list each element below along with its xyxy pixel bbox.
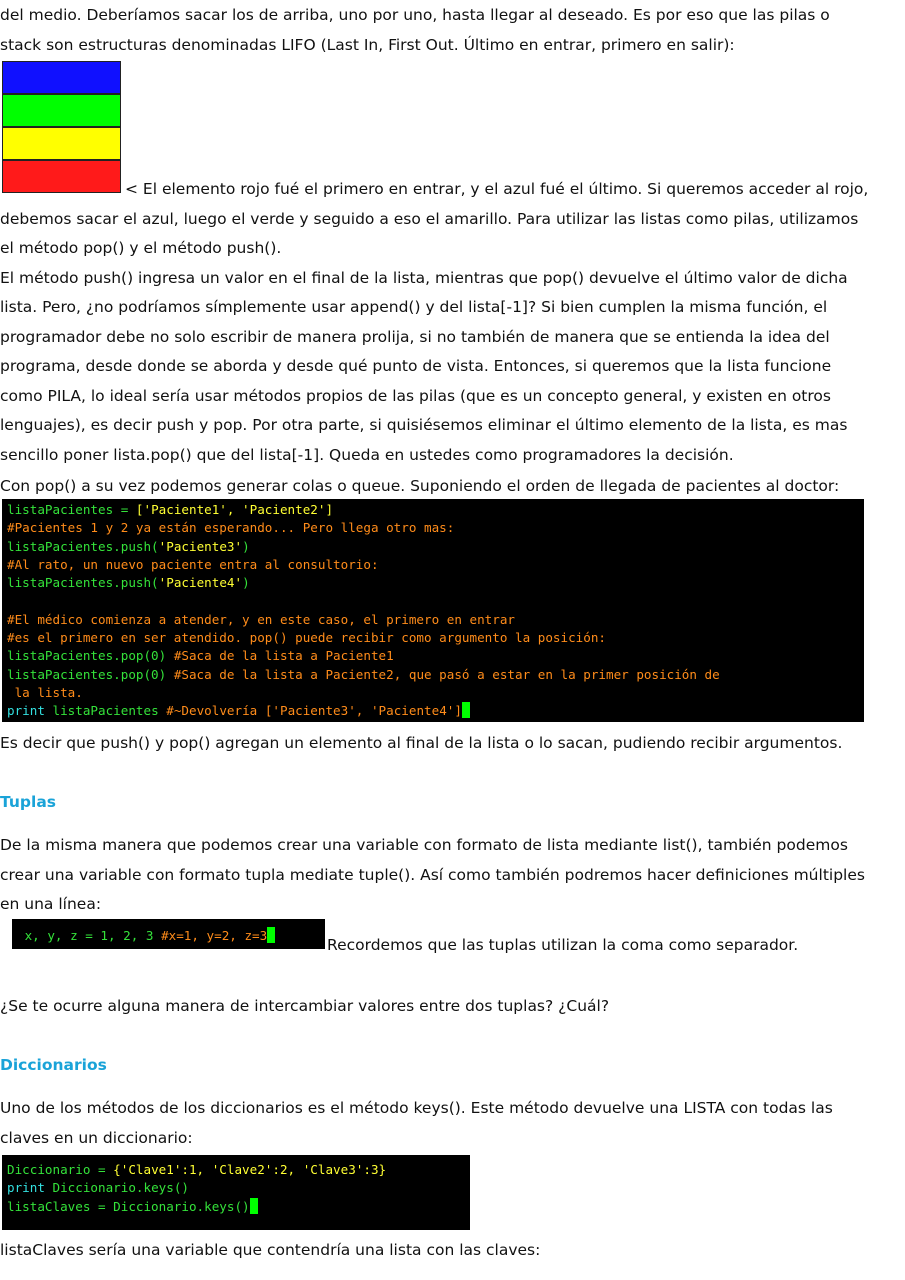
para2-line-5: como PILA, lo ideal sería usar métodos propios de las pilas (que es un concepto general, y existen en otros (0, 387, 831, 405)
stack-block-blue (2, 61, 121, 94)
code-comment: #El médico comienza a atender, y en este caso, el primero en entrar (7, 611, 515, 627)
code-token: {'Clave1':1, 'Clave2':2, 'Clave3':3} (113, 1162, 387, 1177)
code-token: listaPacientes.pop(0) (7, 666, 174, 682)
code-comment: #Pacientes 1 y 2 ya están esperando... Pero llega otro mas: (7, 520, 455, 536)
para2-line-7: sencillo poner lista.pop() que del lista[-1]. Queda en ustedes como programadores la decisión. (0, 446, 734, 464)
para1-line-2: el método pop() y el método push(). (0, 239, 282, 257)
terminal-cursor (462, 702, 470, 718)
para2-line-6: lenguajes), es decir push y pop. Por otra parte, si quisiésemos eliminar el último elemento de la lista, es mas (0, 416, 848, 434)
code-token: listaClaves = Diccionario.keys() (7, 1198, 250, 1214)
tuplas-question: ¿Se te ocurre alguna manera de intercambiar valores entre dos tuplas? ¿Cuál? (0, 997, 610, 1015)
intro-line-2: stack son estructuras denominadas LIFO (Last In, First Out. Último en entrar, primero en salir): (0, 36, 735, 54)
para2-line-2: lista. Pero, ¿no podríamos símplemente usar append() y del lista[-1]? Si bien cumplen la misma función, el (0, 298, 828, 316)
code-keyword: print (7, 1180, 45, 1196)
code-comment: #x=1, y=2, z=3 (161, 928, 268, 943)
para4: Es decir que push() y pop() agregan un elemento al final de la lista o lo sacan, pudiendo recibir argumentos. (0, 734, 843, 752)
code-token: listaPacientes (44, 703, 167, 719)
code-token: ['Paciente1', 'Paciente2'] (135, 502, 334, 517)
code-comment: #Saca de la lista a Paciente1 (173, 648, 394, 664)
dicc-after: listaClaves sería una variable que contendría una lista con las claves: (0, 1241, 541, 1259)
code-comment: la lista. (7, 684, 83, 700)
tuplas-line-1: De la misma manera que podemos crear una variable con formato de lista mediante list(), también podemos (0, 836, 848, 854)
code-token: 'Paciente3' (158, 538, 243, 554)
code-comment: #Al rato, un nuevo paciente entra al consultorio: (7, 556, 379, 572)
code-block-dict (2, 1155, 470, 1230)
para3: Con pop() a su vez podemos generar colas o queue. Suponiendo el orden de llegada de pacientes al doctor: (0, 477, 840, 495)
code-token: x, y, z = 1, 2, 3 (17, 928, 162, 943)
para2-line-1: El método push() ingresa un valor en el final de la lista, mientras que pop() devuelve el último valor de dicha (0, 269, 848, 287)
code-token: ) (242, 575, 250, 591)
heading-tuplas: Tuplas (0, 793, 56, 811)
code-block-tuple (12, 919, 325, 949)
code-token: listaPacientes = (7, 502, 136, 517)
tuplas-line-2: crear una variable con formato tupla mediate tuple(). Así como también podremos hacer definiciones múltiples (0, 866, 865, 884)
code-token: listaPacientes.push( (7, 538, 159, 554)
intro-line-1: del medio. Deberíamos sacar los de arriba, uno por uno, hasta llegar al deseado. Es por eso que las pilas o (0, 6, 830, 24)
code-token: Diccionario = (7, 1162, 114, 1177)
stack-block-yellow (2, 127, 121, 160)
code-comment: #~Devolvería ['Paciente3', 'Paciente4'] (166, 703, 462, 719)
stack-block-red (2, 160, 121, 193)
code-keyword: print (7, 703, 45, 719)
stack-caption: < El elemento rojo fué el primero en entrar, y el azul fué el último. Si queremos acceder al rojo, (125, 180, 869, 198)
para2-line-4: programa, desde donde se aborda y desde qué punto de vista. Entonces, si queremos que la lista funcione (0, 357, 832, 375)
tuplas-line-3: en una línea: (0, 895, 102, 913)
code-token: Diccionario.keys() (44, 1180, 189, 1196)
code-block-queue (2, 499, 864, 722)
code-comment: #Saca de la lista a Paciente2, que pasó a estar en la primer posición de (173, 666, 720, 682)
dicc-line-2: claves en un diccionario: (0, 1129, 193, 1147)
dicc-line-1: Uno de los métodos de los diccionarios es el método keys(). Este método devuelve una LISTA con todas las (0, 1099, 833, 1117)
terminal-cursor (250, 1198, 258, 1214)
code-token: listaPacientes.pop(0) (7, 648, 174, 664)
para1-line-1: debemos sacar el azul, luego el verde y seguido a eso el amarillo. Para utilizar las listas como pilas, utilizamos (0, 210, 859, 228)
para2-line-3: programador debe no solo escribir de manera prolija, si no también de manera que se entienda la idea del (0, 328, 830, 346)
stack-block-green (2, 94, 121, 127)
terminal-cursor (267, 927, 275, 943)
tuplas-after-code: Recordemos que las tuplas utilizan la coma como separador. (327, 936, 799, 954)
code-token: ) (242, 538, 250, 554)
code-comment: #es el primero en ser atendido. pop() puede recibir como argumento la posición: (7, 630, 606, 646)
code-token: listaPacientes.push( (7, 575, 159, 591)
code-token: 'Paciente4' (158, 575, 243, 591)
heading-diccionarios: Diccionarios (0, 1056, 107, 1074)
